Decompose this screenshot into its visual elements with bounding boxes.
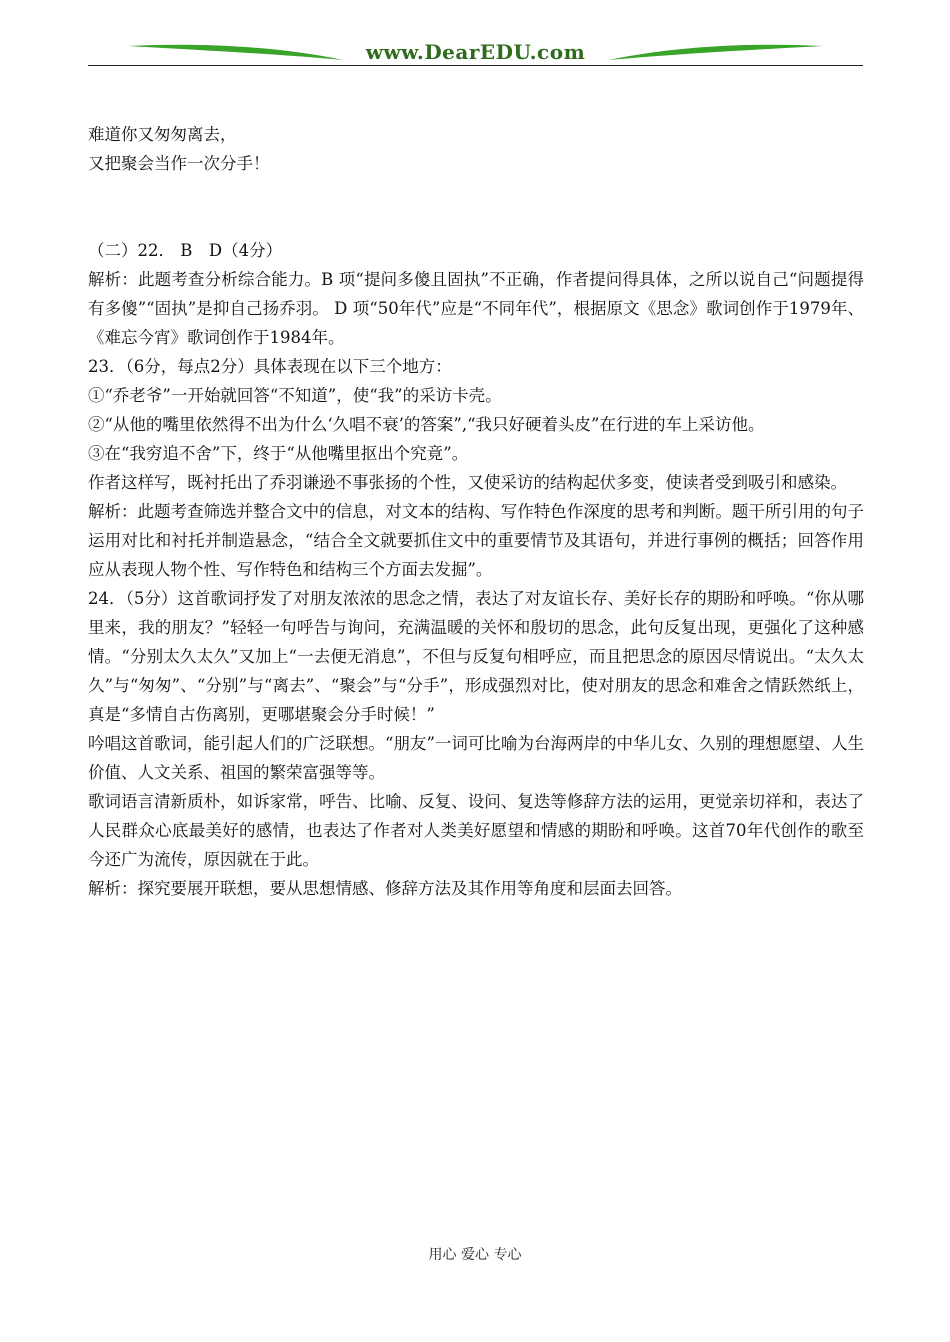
question-23-heading: 23．（6分，每点2分）具体表现在以下三个地方： xyxy=(88,357,452,376)
page-footer: 用心 爱心 专心 xyxy=(428,1247,522,1263)
answer-summary: 作者这样写，既衬托出了乔羽谦逊不事张扬的个性，又使采访的结构起伏多变，使读者受到吸引和感染。 xyxy=(88,473,847,492)
answer-paragraph: 吟唱这首歌词，能引起人们的广泛联想。“朋友”一词可比喻为台海两岸的中华儿女、久别的理想愿望、人生价值、人文关系、祖国的繁荣富强等等。 xyxy=(88,734,864,782)
poem-line: 又把聚会当作一次分手！ xyxy=(88,154,270,173)
answer-point-2: ②“从他的嘴里依然得不出为什么‘久唱不衰’的答案”,“我只好硬着头皮”在行进的车上采访他。 xyxy=(88,415,765,434)
answer-paragraph: 歌词语言清新质朴，如诉家常，呼告、比喻、反复、设问、复迭等修辞方法的运用，更觉亲切祥和，表达了人民群众心底最美好的感情，也表达了作者对人类美好愿望和情感的期盼和呼唤。这首70年代创作的歌至今还广为流传，原因就在于此。 xyxy=(88,792,864,869)
answer-point-3: ③在“我穷追不舍”下，终于“从他嘴里抠出个究竟”。 xyxy=(88,444,469,463)
question-24-answer: 24．（5分）这首歌词抒发了对朋友浓浓的思念之情，表达了对友谊长存、美好长存的期盼和呼唤。“你从哪里来，我的朋友？”轻轻一句呼告与询问，充满温暖的关怀和殷切的思念，此句反复出现，更强化了这种感情。“分别太久太久”又加上“一去便无消息”，不但与反复句相呼应，而且把思念的原因尽情说出。“太久太久”与“匆匆”、“分别”与“离去”、“聚会”与“分手”，形成强烈对比，使对朋友的思念和难舍之情跃然纸上，真是“多情自古伤离别，更哪堪聚会分手时候！” xyxy=(88,589,864,724)
analysis-paragraph: 解析：此题考查分析综合能力。B 项“提问多傻且固执”不正确，作者提问得具体，之所以说自己“问题提得有多傻”“固执”是抑自己扬乔羽。 D 项“50年代”应是“不同年代”，根据原文《思念》歌词创作于1979年、《难忘今宵》歌词创作于1984年。 xyxy=(88,270,864,347)
header-divider xyxy=(88,65,863,66)
answer-heading: （二）22． B D（4分） xyxy=(88,241,283,260)
document-body xyxy=(88,120,864,903)
header-logo xyxy=(88,38,863,68)
analysis-paragraph: 解析：探究要展开联想，要从思想情感、修辞方法及其作用等角度和层面去回答。 xyxy=(88,879,682,898)
poem-line: 难道你又匆匆离去， xyxy=(88,125,237,144)
analysis-paragraph: 解析：此题考查筛选并整合文中的信息，对文本的结构、写作特色作深度的思考和判断。题干所引用的句子运用对比和衬托并制造悬念，“结合全文就要抓住文中的重要情节及其语句，并进行事例的概括；回答作用应从表现人物个性、写作特色和结构三个方面去发掘”。 xyxy=(88,502,864,579)
spacer xyxy=(88,178,864,236)
answer-point-1: ①“乔老爷”一开始就回答“不知道”，使“我”的采访卡壳。 xyxy=(88,386,502,405)
site-logo-text: www.DearEDU.com xyxy=(365,40,586,64)
